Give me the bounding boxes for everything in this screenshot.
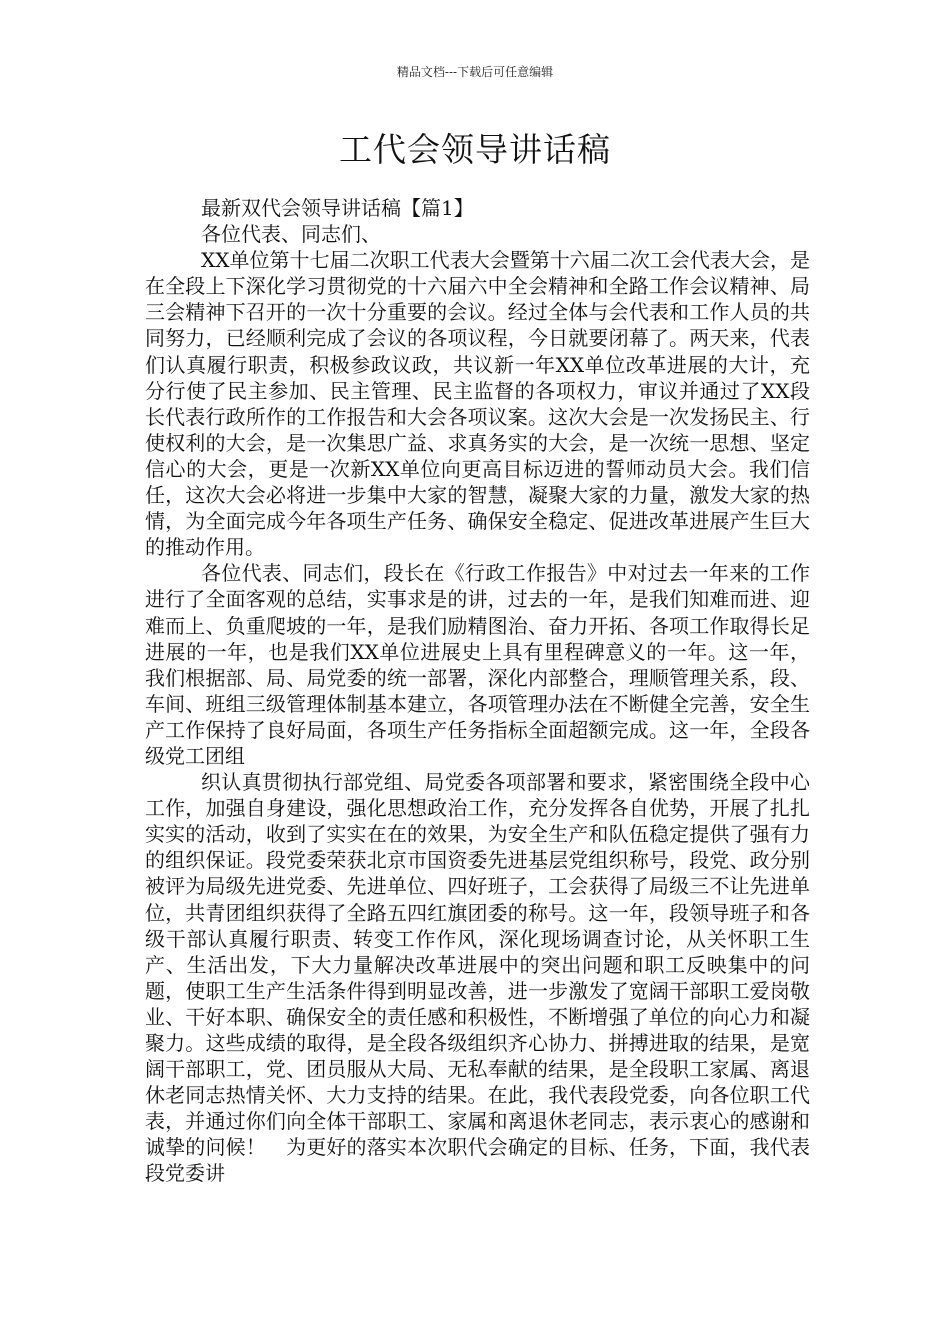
subtitle-paragraph: 最新双代会领导讲话稿【篇1】 bbox=[201, 196, 474, 220]
body-paragraph: XX单位第十七届二次职工代表大会暨第十六届二次工会代表大会，是在全段上下深化学习贯彻党的十六届六中全会精神和全路工作会议精神、局三会精神下召开的一次十分重要的会议。经过全体与会代表和工作人员的共同努力，已经顺利完成了会议的各项议程，今日就要闭幕了。两天来，代表们认真履行职责，积极参政议政，共议新一年XX单位改革进展的大计，充分行使了民主参加、民主管理、民主监督的各项权力，审议并通过了XX段长代表行政所作的工作报告和大会各项议案。这次大会是一次发扬民主、行使权利的大会，是一次集思广益、求真务实的大会，是一次统一思想、坚定信心的大会，更是一次新XX单位向更高目标迈进的誓师动员大会。我们信任，这次大会必将进一步集中大家的智慧，凝聚大家的力量，激发大家的热情，为全面完成今年各项生产任务、确保安全稳定、促进改革进展产生巨大的推动作用。 bbox=[145, 248, 810, 560]
salutation-paragraph: 各位代表、同志们、 bbox=[201, 222, 381, 247]
document-title: 工代会领导讲话稿 bbox=[339, 130, 611, 169]
body-paragraph: 织认真贯彻执行部党组、局党委各项部署和要求，紧密围绕全段中心工作，加强自身建设，强化思想政治工作，充分发挥各自优势，开展了扎扎实实的活动，收到了实实在在的效果，为安全生产和队伍稳定提供了强有力的组织保证。段党委荣获北京市国资委先进基层党组织称号，段党、政分别被评为局级先进党委、先进单位、四好班子，工会获得了局级三不让先进单位，共青团组织获得了全路五四红旗团委的称号。这一年，段领导班子和各级干部认真履行职责、转变工作作风，深化现场调查讨论，从关怀职工生产、生活出发，下大力量解决改革进展中的突出问题和职工反映集中的问题，使职工生产生活条件得到明显改善，进一步激发了宽阔干部职工爱岗敬业、干好本职、确保安全的责任感和积极性，不断增强了单位的向心力和凝聚力。这些成绩的取得，是全段各级组织齐心协力、拼搏进取的结果，是宽阔干部职工，党、团员服从大局、无私奉献的结果，是全段职工家属、离退休老同志热情关怀、大力支持的结果。在此，我代表段党委，向各位职工代表，并通过你们向全体干部职工、家属和离退休老同志，表示衷心的感谢和诚挚的问候！ 为更好的落实本次职代会确定的目标、任务，下面，我代表段党委讲 bbox=[145, 770, 810, 1186]
document-body bbox=[145, 195, 810, 1187]
header-note: 精品文档---下载后可任意编辑 bbox=[396, 65, 554, 79]
body-paragraph: 各位代表、同志们，段长在《行政工作报告》中对过去一年来的工作进行了全面客观的总结，实事求是的讲，过去的一年，是我们知难而进、迎难而上、负重爬坡的一年，是我们励精图治、奋力开拓、各项工作取得长足进展的一年，也是我们XX单位进展史上具有里程碑意义的一年。这一年，我们根据部、局、局党委的统一部署，深化内部整合，理顺管理关系，段、车间、班组三级管理体制基本建立，各项管理办法在不断健全完善，安全生产工作保持了良好局面，各项生产任务指标全面超额完成。这一年，全段各级党工团组 bbox=[145, 561, 810, 768]
